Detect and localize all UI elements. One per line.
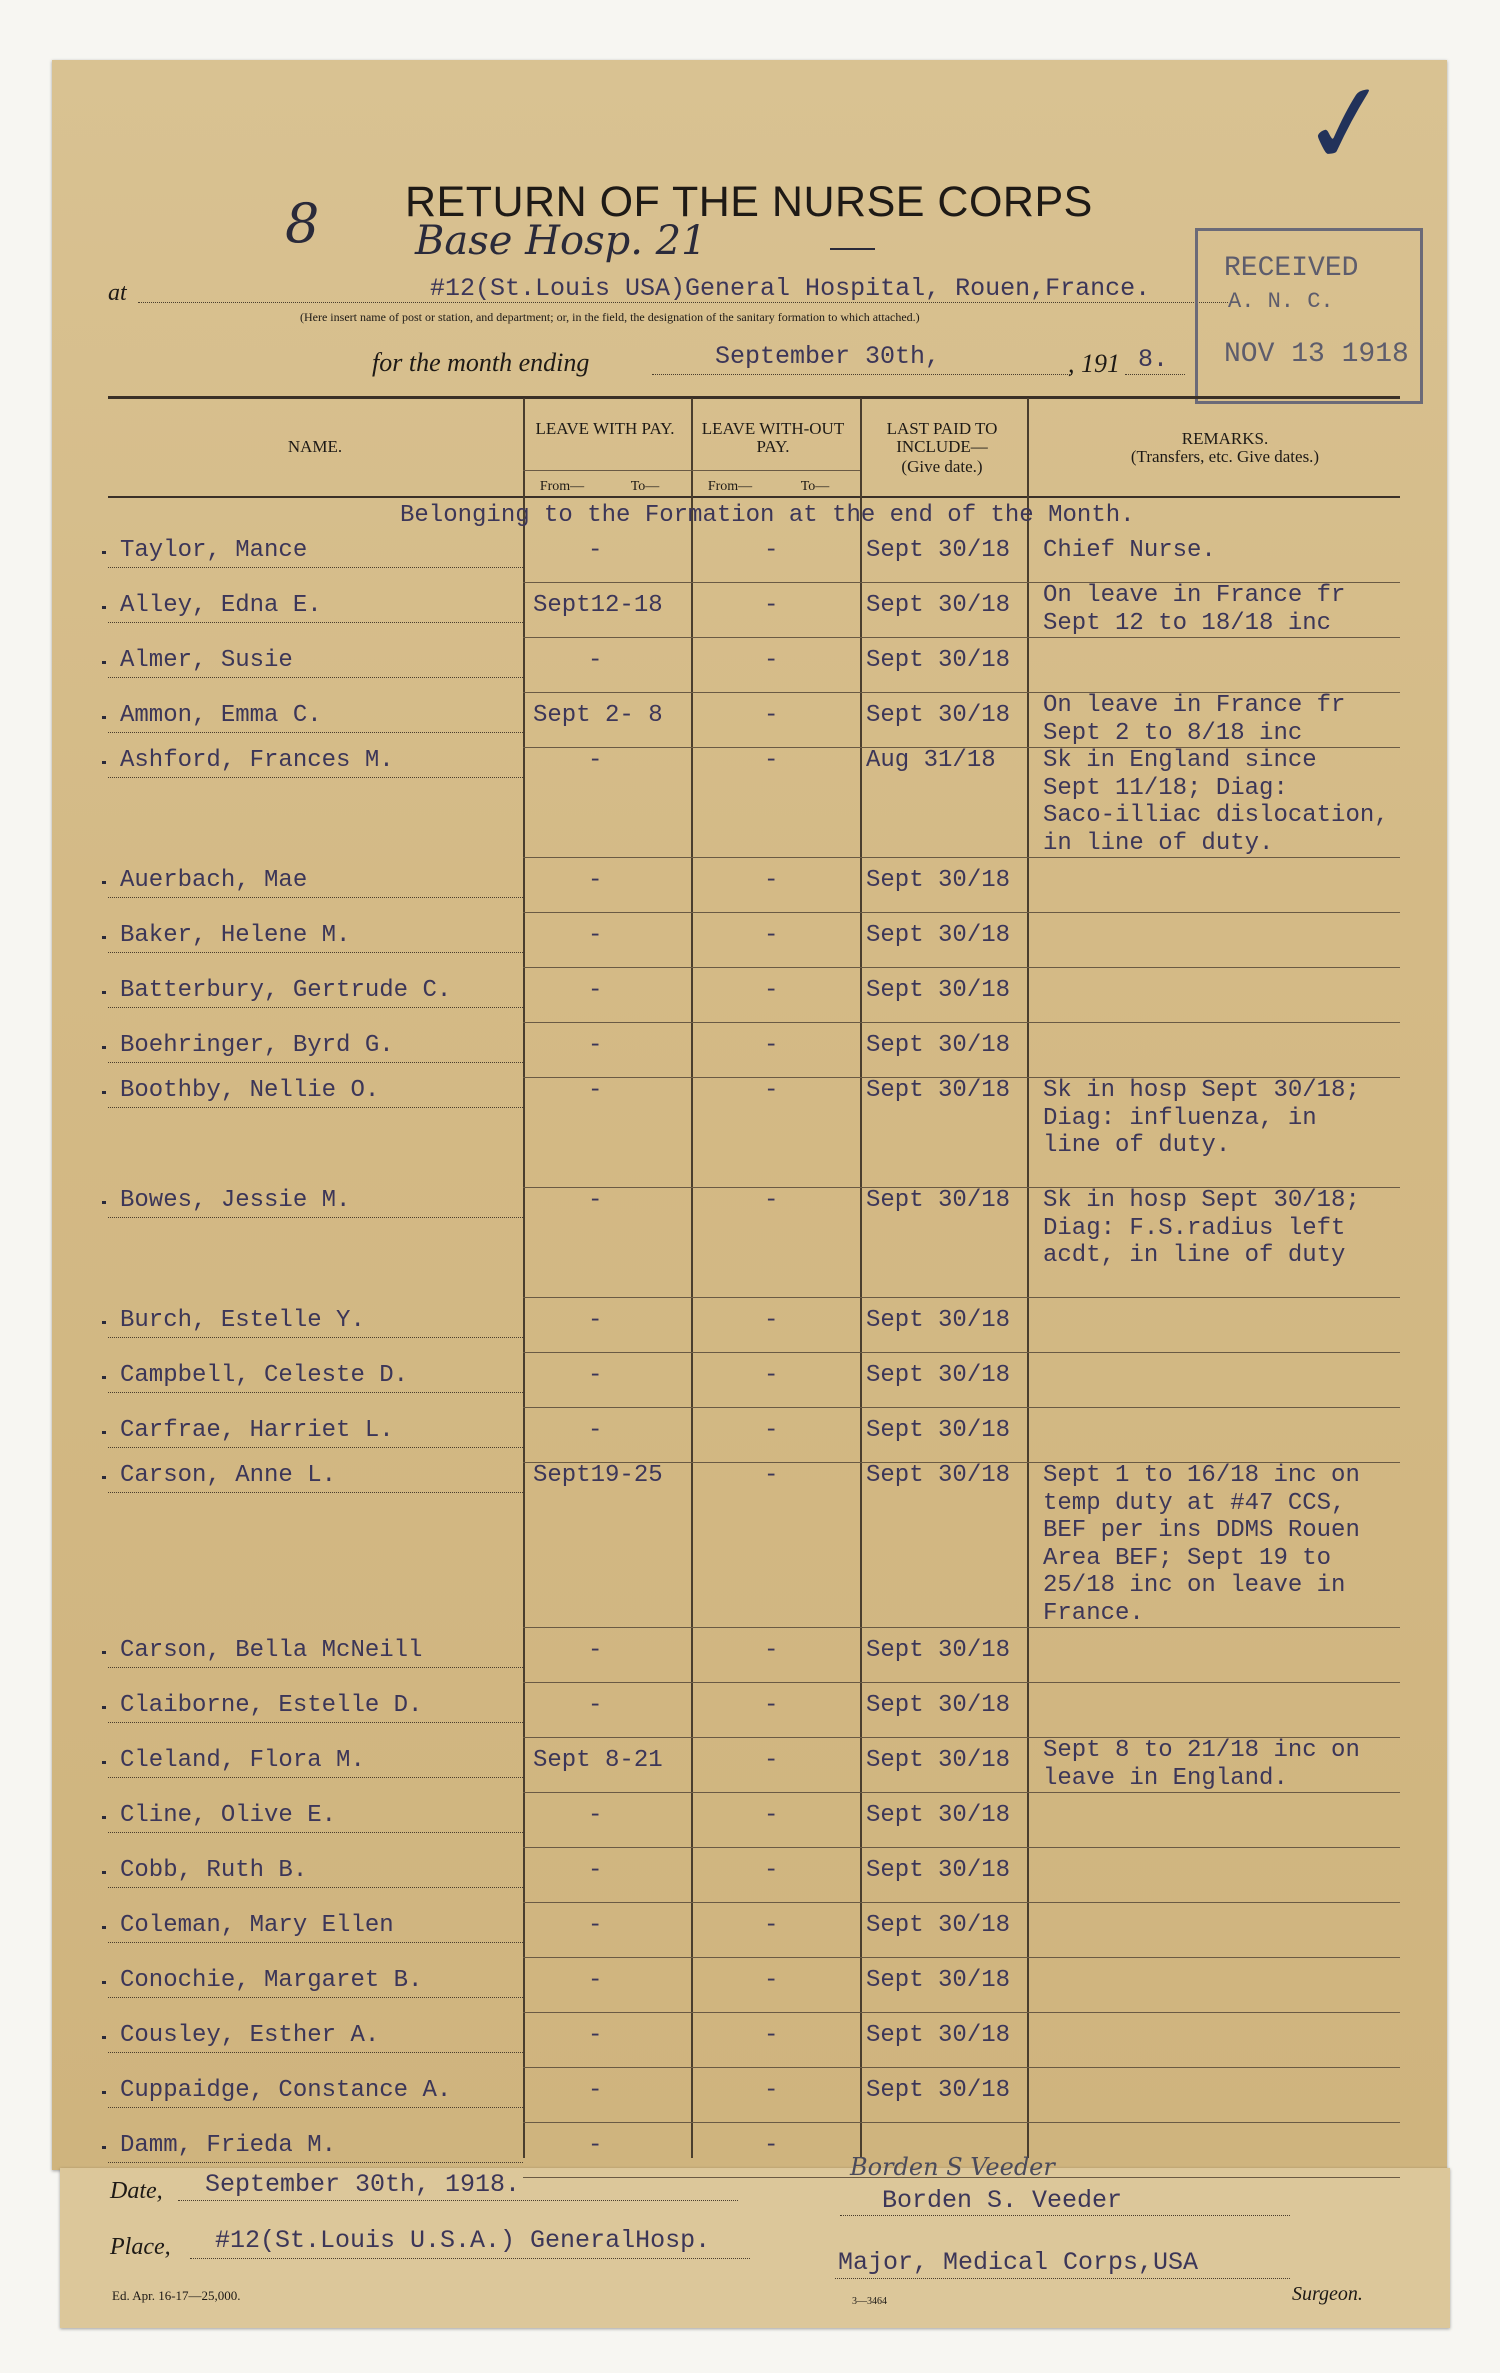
remark-line: Sept 8 to 21/18 inc on <box>1043 1737 1360 1764</box>
row-separator <box>523 1792 1400 1793</box>
row-separator <box>523 1627 1400 1628</box>
remark-line: Sk in England since <box>1043 747 1317 774</box>
leave-without-pay: - <box>764 1856 779 1884</box>
col-remarks-header: REMARKS. <box>1181 429 1269 448</box>
last-paid-date: Sept 30/18 <box>866 1746 1011 1774</box>
leave-with-pay: - <box>588 2021 603 2049</box>
column-divider <box>691 398 693 2158</box>
last-paid-date: Sept 30/18 <box>866 1031 1011 1059</box>
name-underline <box>108 1492 523 1493</box>
remark-line: line of duty. <box>1043 1132 1231 1159</box>
leave-without-pay: - <box>764 1636 779 1664</box>
remark-line: Sept 12 to 18/18 inc <box>1043 609 1332 637</box>
leave-with-pay: - <box>588 646 603 674</box>
handwritten-number: 8 <box>285 192 320 255</box>
column-divider <box>1027 398 1029 2158</box>
check-tick <box>102 1046 106 1049</box>
nurse-name: Boothby, Nellie O. <box>120 1077 380 1104</box>
leave-with-pay: Sept 8-21 <box>533 1746 663 1774</box>
leave-with-pay: Sept19-25 <box>533 1462 663 1489</box>
row-separator <box>523 1022 1400 1023</box>
name-underline <box>108 732 523 733</box>
row-separator <box>523 2122 1400 2123</box>
name-underline <box>108 897 523 898</box>
check-tick <box>102 1926 106 1929</box>
last-paid-date: Sept 30/18 <box>866 701 1011 729</box>
last-paid-date: Sept 30/18 <box>866 1856 1011 1884</box>
name-underline <box>108 622 523 623</box>
row-separator <box>523 1297 1400 1298</box>
signer-rank: Major, Medical Corps,USA <box>838 2248 1199 2277</box>
leave-subheader-rule <box>523 470 860 471</box>
name-underline <box>108 1337 523 1338</box>
nurse-name: Auerbach, Mae <box>120 866 308 894</box>
remark-line: Sept 2 to 8/18 inc <box>1043 719 1303 747</box>
check-tick <box>102 716 106 719</box>
leave-without-pay: - <box>764 1306 779 1334</box>
remark-line: leave in England. <box>1043 1764 1288 1792</box>
check-tick <box>102 1476 106 1479</box>
check-tick <box>102 661 106 664</box>
remark-line: Chief Nurse. <box>1043 536 1216 564</box>
leave-without-pay: - <box>764 976 779 1004</box>
leave-without-pay: - <box>764 1077 779 1104</box>
leave-without-pay: - <box>764 1416 779 1444</box>
check-tick <box>102 1321 106 1324</box>
station-instructions: (Here insert name of post or station, and department; or, in the field, the designation of the sanitary formation to which attached.) <box>300 310 920 324</box>
remark-line: BEF per ins DDMS Rouen <box>1043 1517 1360 1544</box>
name-underline <box>108 1777 523 1778</box>
leave-without-pay: - <box>764 1187 779 1214</box>
nurse-name: Ammon, Emma C. <box>120 701 322 729</box>
col-to-1: To— <box>630 479 660 494</box>
row-separator <box>523 967 1400 968</box>
remark-line: temp duty at #47 CCS, <box>1043 1489 1346 1517</box>
leave-without-pay: - <box>764 2131 779 2159</box>
nurse-name: Almer, Susie <box>120 646 293 674</box>
nurse-name: Damm, Frieda M. <box>120 2131 337 2159</box>
check-tick <box>102 936 106 939</box>
month-label: for the month ending <box>372 348 590 377</box>
col-from-1: From— <box>539 479 585 494</box>
check-tick <box>102 1871 106 1874</box>
date-value: September 30th, 1918. <box>205 2170 521 2199</box>
col-leave-pay-header: LEAVE WITH PAY. <box>535 419 675 438</box>
nurse-name: Carfrae, Harriet L. <box>120 1416 394 1444</box>
section-heading: Belonging to the Formation at the end of the Month. <box>400 502 1135 529</box>
stamp-date: NOV 13 1918 <box>1224 339 1409 370</box>
name-underline <box>108 1997 523 1998</box>
remark-line: Sk in hosp Sept 30/18; <box>1043 1077 1360 1104</box>
table-top-rule <box>108 396 1400 399</box>
remark-line: Sk in hosp Sept 30/18; <box>1043 1187 1360 1214</box>
last-paid-date: Sept 30/18 <box>866 976 1011 1004</box>
nurse-name: Alley, Edna E. <box>120 591 322 619</box>
row-separator <box>523 1957 1400 1958</box>
row-separator <box>523 1682 1400 1683</box>
leave-without-pay: - <box>764 866 779 894</box>
check-tick <box>102 881 106 884</box>
name-underline <box>108 777 523 778</box>
row-separator <box>523 637 1400 638</box>
leave-with-pay: - <box>588 976 603 1004</box>
nurse-name: Carson, Bella McNeill <box>120 1636 423 1664</box>
leave-without-pay: - <box>764 536 779 564</box>
handwritten-unit: Base Hosp. 21 <box>415 218 707 264</box>
remark-line: Diag: influenza, in <box>1043 1104 1317 1132</box>
last-paid-date: Sept 30/18 <box>866 1691 1011 1719</box>
col-last-paid-header: LAST PAID TO INCLUDE— <box>886 419 998 456</box>
last-paid-date: Sept 30/18 <box>866 1187 1011 1214</box>
last-paid-date: Sept 30/18 <box>866 1416 1011 1444</box>
year-prefix: , 191 <box>1068 349 1120 378</box>
at-label: at <box>108 280 127 306</box>
check-tick <box>102 1761 106 1764</box>
remark-line: On leave in France fr <box>1043 582 1346 609</box>
leave-with-pay: - <box>588 1077 603 1104</box>
leave-with-pay: - <box>588 1911 603 1939</box>
col-remarks-sub: (Transfers, etc. Give dates.) <box>1130 447 1320 466</box>
nurse-name: Claiborne, Estelle D. <box>120 1691 423 1719</box>
col-leave-nopay-header: LEAVE WITH-OUT PAY. <box>701 419 845 456</box>
nurse-name: Boehringer, Byrd G. <box>120 1031 394 1059</box>
leave-without-pay: - <box>764 1361 779 1389</box>
last-paid-date: Sept 30/18 <box>866 1361 1011 1389</box>
nurse-name: Coleman, Mary Ellen <box>120 1911 394 1939</box>
nurse-name: Campbell, Celeste D. <box>120 1361 409 1389</box>
nurse-name: Cousley, Esther A. <box>120 2021 380 2049</box>
leave-without-pay: - <box>764 1966 779 1994</box>
last-paid-date: Sept 30/18 <box>866 1462 1011 1489</box>
place-value: #12(St.Louis U.S.A.) GeneralHosp. <box>215 2226 711 2255</box>
name-underline <box>108 1062 523 1063</box>
edition-note: Ed. Apr. 16-17—25,000. <box>112 2288 241 2303</box>
check-tick <box>102 1651 106 1654</box>
received-stamp <box>1195 228 1423 404</box>
leave-with-pay: - <box>588 536 603 564</box>
row-separator <box>523 1352 1400 1353</box>
check-tick <box>102 1981 106 1984</box>
leave-without-pay: - <box>764 2021 779 2049</box>
remark-line: 25/18 inc on leave in <box>1043 1572 1346 1599</box>
name-underline <box>108 2162 523 2163</box>
row-separator <box>523 2012 1400 2013</box>
last-paid-date: Sept 30/18 <box>866 1306 1011 1334</box>
name-underline <box>108 1887 523 1888</box>
month-value: September 30th, <box>715 342 941 371</box>
check-tick <box>102 761 106 764</box>
row-separator <box>523 2067 1400 2068</box>
nurse-name: Cobb, Ruth B. <box>120 1856 308 1884</box>
remark-line: France. <box>1043 1599 1144 1627</box>
leave-without-pay: - <box>764 1911 779 1939</box>
col-last-paid-sub: (Give date.) <box>901 457 983 476</box>
name-underline <box>108 1722 523 1723</box>
last-paid-date: Sept 30/18 <box>866 2076 1011 2104</box>
last-paid-date: Sept 30/18 <box>866 646 1011 674</box>
row-separator <box>523 1847 1400 1848</box>
name-underline <box>108 1007 523 1008</box>
name-underline <box>108 1447 523 1448</box>
leave-without-pay: - <box>764 1801 779 1829</box>
year-suffix: 8. <box>1138 345 1169 374</box>
check-tick <box>102 1816 106 1819</box>
nurse-name: Conochie, Margaret B. <box>120 1966 423 1994</box>
nurse-name: Baker, Helene M. <box>120 921 351 949</box>
leave-without-pay: - <box>764 1031 779 1059</box>
remark-line: Area BEF; Sept 19 to <box>1043 1544 1332 1572</box>
name-underline <box>108 2052 523 2053</box>
last-paid-date: Aug 31/18 <box>866 747 996 774</box>
header-bottom-rule <box>108 496 1400 498</box>
name-underline <box>108 952 523 953</box>
leave-with-pay: - <box>588 1187 603 1214</box>
nurse-name: Carson, Anne L. <box>120 1462 337 1489</box>
row-separator <box>523 1407 1400 1408</box>
leave-with-pay: - <box>588 1636 603 1664</box>
name-underline <box>108 1392 523 1393</box>
check-tick <box>102 1091 106 1094</box>
column-divider <box>860 398 862 2158</box>
nurse-name: Bowes, Jessie M. <box>120 1187 351 1214</box>
surgeon-label: Surgeon. <box>1292 2283 1363 2305</box>
leave-without-pay: - <box>764 2076 779 2104</box>
leave-with-pay: - <box>588 1031 603 1059</box>
leave-without-pay: - <box>764 1746 779 1774</box>
remark-line: Sept 1 to 16/18 inc on <box>1043 1462 1360 1489</box>
check-tick <box>102 991 106 994</box>
signature: Borden S Veeder <box>850 2153 1055 2181</box>
remark-line: Saco-illiac dislocation, <box>1043 802 1389 829</box>
nurse-name: Ashford, Frances M. <box>120 747 394 774</box>
place-label: Place, <box>110 2234 171 2260</box>
row-separator <box>523 857 1400 858</box>
nurse-name: Cline, Olive E. <box>120 1801 337 1829</box>
col-name-header: NAME. <box>287 437 343 456</box>
leave-with-pay: - <box>588 1856 603 1884</box>
leave-with-pay: - <box>588 866 603 894</box>
remark-line: On leave in France fr <box>1043 692 1346 719</box>
stamp-anc: A. N. C. <box>1228 289 1334 314</box>
name-underline <box>108 1107 523 1108</box>
nurse-name: Cleland, Flora M. <box>120 1746 365 1774</box>
form-title: RETURN OF THE NURSE CORPS <box>405 178 1093 226</box>
name-underline <box>108 1217 523 1218</box>
name-underline <box>108 2107 523 2108</box>
last-paid-date: Sept 30/18 <box>866 1966 1011 1994</box>
check-tick <box>102 2091 106 2094</box>
remark-line: Sept 11/18; Diag: <box>1043 774 1288 802</box>
station-value: #12(St.Louis USA)General Hospital, Rouen,France. <box>430 274 1151 303</box>
row-separator <box>523 912 1400 913</box>
last-paid-date: Sept 30/18 <box>866 1801 1011 1829</box>
name-underline <box>108 1667 523 1668</box>
check-tick <box>102 1706 106 1709</box>
leave-with-pay: - <box>588 1306 603 1334</box>
nurse-name: Burch, Estelle Y. <box>120 1306 365 1334</box>
leave-with-pay: - <box>588 1361 603 1389</box>
last-paid-date: Sept 30/18 <box>866 866 1011 894</box>
nurse-name: Cuppaidge, Constance A. <box>120 2076 452 2104</box>
column-divider <box>523 398 525 2158</box>
row-separator <box>523 1902 1400 1903</box>
leave-with-pay: - <box>588 921 603 949</box>
leave-with-pay: - <box>588 1416 603 1444</box>
nurse-name: Taylor, Mance <box>120 536 308 564</box>
last-paid-date: Sept 30/18 <box>866 2021 1011 2049</box>
remark-line: in line of duty. <box>1043 829 1274 857</box>
name-underline <box>108 1832 523 1833</box>
check-tick <box>102 1431 106 1434</box>
last-paid-date: Sept 30/18 <box>866 536 1011 564</box>
leave-without-pay: - <box>764 921 779 949</box>
check-tick <box>102 551 106 554</box>
leave-with-pay: Sept12-18 <box>533 591 663 619</box>
leave-with-pay: - <box>588 747 603 774</box>
remark-line: Diag: F.S.radius left <box>1043 1214 1346 1242</box>
leave-without-pay: - <box>764 1462 779 1489</box>
leave-with-pay: - <box>588 1801 603 1829</box>
leave-with-pay: - <box>588 1691 603 1719</box>
stamp-received: RECEIVED <box>1224 253 1359 284</box>
check-tick <box>102 2036 106 2039</box>
leave-with-pay: Sept 2- 8 <box>533 701 663 729</box>
leave-without-pay: - <box>764 701 779 729</box>
check-tick <box>102 1376 106 1379</box>
nurse-name: Batterbury, Gertrude C. <box>120 976 452 1004</box>
check-tick <box>102 1201 106 1204</box>
leave-with-pay: - <box>588 1966 603 1994</box>
leave-without-pay: - <box>764 1691 779 1719</box>
check-tick <box>102 2146 106 2149</box>
col-from-2: From— <box>707 479 753 494</box>
last-paid-date: Sept 30/18 <box>866 1077 1011 1104</box>
last-paid-date: Sept 30/18 <box>866 1636 1011 1664</box>
last-paid-date: Sept 30/18 <box>866 1911 1011 1939</box>
name-underline <box>108 1942 523 1943</box>
leave-with-pay: - <box>588 2131 603 2159</box>
name-underline <box>108 677 523 678</box>
last-paid-date: Sept 30/18 <box>866 921 1011 949</box>
leave-with-pay: - <box>588 2076 603 2104</box>
col-to-2: To— <box>800 479 830 494</box>
leave-without-pay: - <box>764 646 779 674</box>
name-underline <box>108 567 523 568</box>
remark-line: acdt, in line of duty <box>1043 1242 1346 1269</box>
last-paid-date: Sept 30/18 <box>866 591 1011 619</box>
leave-without-pay: - <box>764 591 779 619</box>
leave-without-pay: - <box>764 747 779 774</box>
date-label: Date, <box>110 2178 163 2204</box>
check-mark: ✓ <box>1291 54 1401 194</box>
form-number: 3—3464 <box>852 2296 887 2307</box>
check-tick <box>102 606 106 609</box>
signer-name: Borden S. Veeder <box>882 2186 1123 2215</box>
